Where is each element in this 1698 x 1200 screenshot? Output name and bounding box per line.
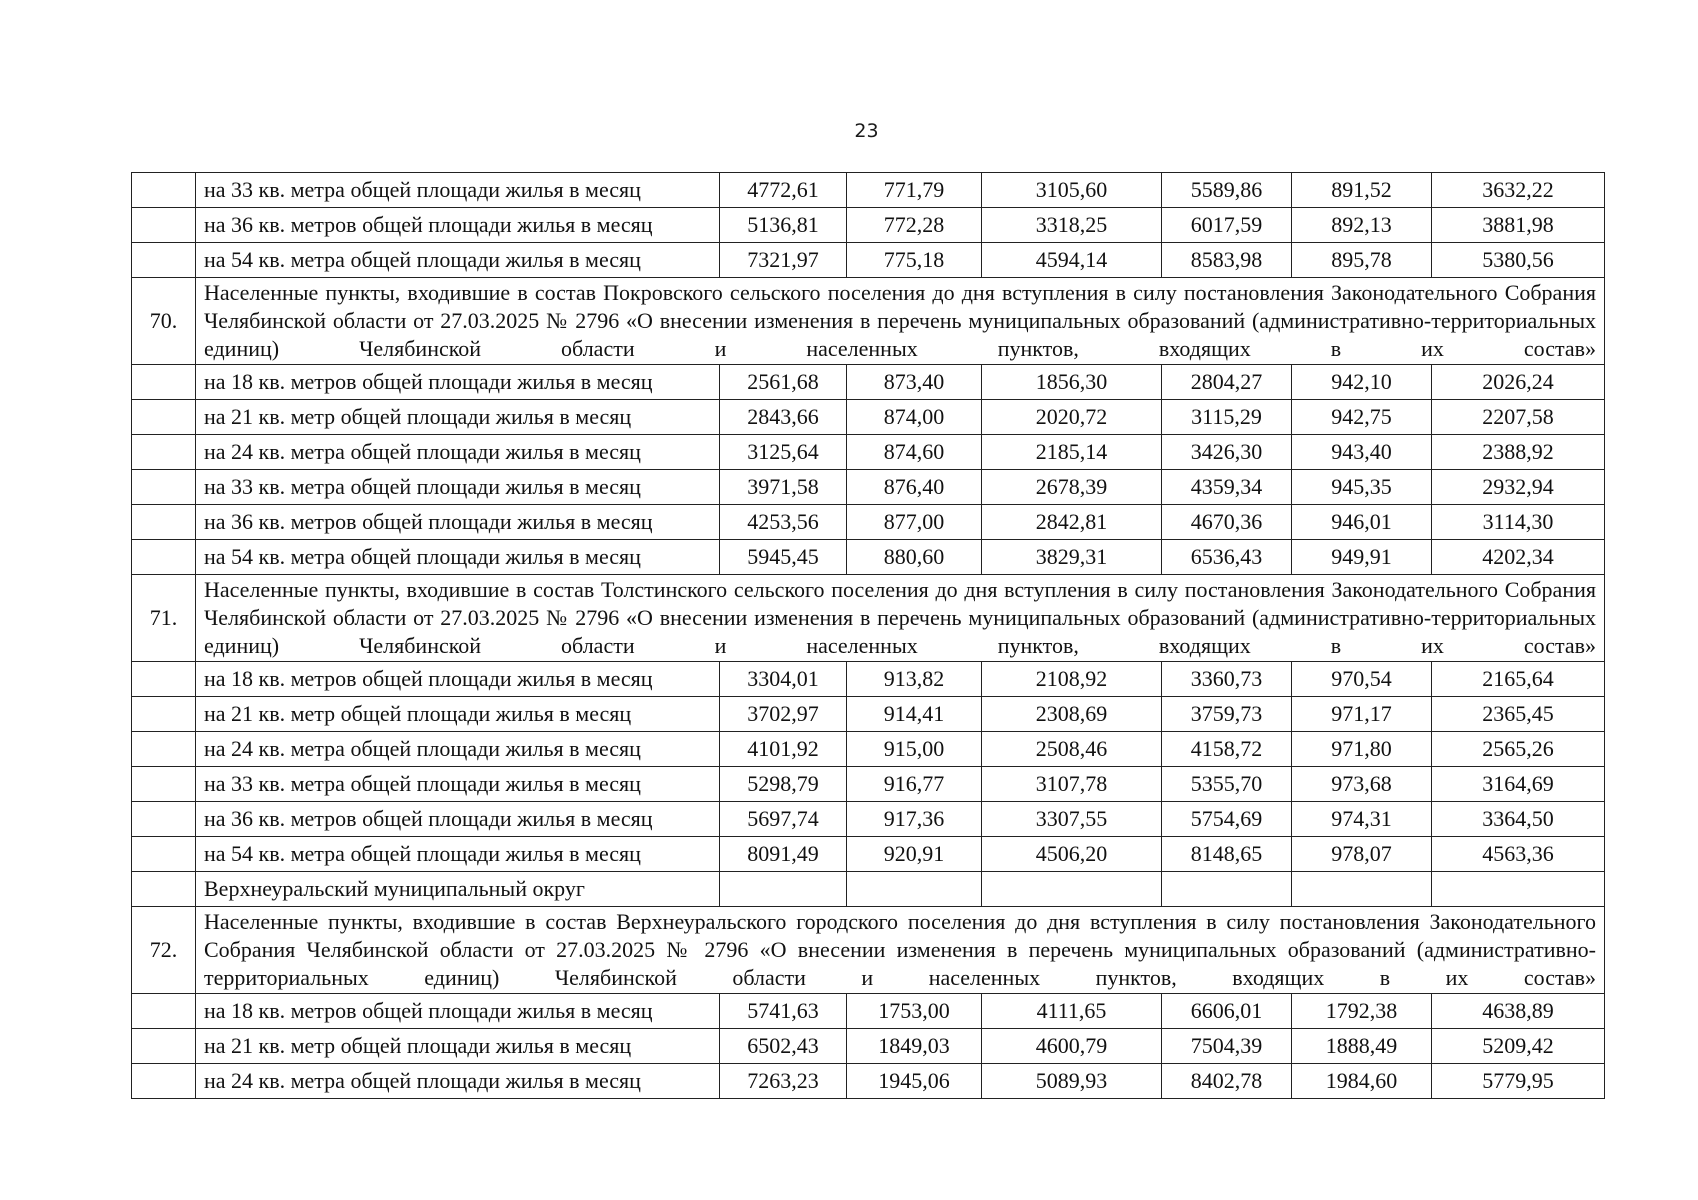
value-cell: 3881,98: [1432, 208, 1605, 243]
value-cell: 2678,39: [982, 470, 1162, 505]
section-title: Населенные пункты, входившие в состав Покровского сельского поселения до дня вступления в силу постановления Законодательного Собрания Челябинской области от 27.03.2025 № 2796 «О внесении изменения в перечень муниципальных образований (административно-территориальных единиц) Челябинской области и населенных пунктов, входящих в их состав»: [196, 278, 1605, 365]
row-label: на 36 кв. метров общей площади жилья в месяц: [196, 802, 720, 837]
value-cell: 3632,22: [1432, 173, 1605, 208]
table-row: [132, 365, 1605, 400]
value-cell: 4563,36: [1432, 837, 1605, 872]
value-cell: 1792,38: [1292, 994, 1432, 1029]
table-row: [132, 837, 1605, 872]
row-number-cell: [132, 994, 196, 1029]
value-cell: 5779,95: [1432, 1064, 1605, 1099]
table-row: [132, 802, 1605, 837]
value-cell: 2932,94: [1432, 470, 1605, 505]
value-cell: 3364,50: [1432, 802, 1605, 837]
table-row: [132, 435, 1605, 470]
row-label: на 24 кв. метра общей площади жилья в месяц: [196, 435, 720, 470]
value-cell: 874,60: [847, 435, 982, 470]
row-number-cell: [132, 540, 196, 575]
table-row: [132, 767, 1605, 802]
value-cell: 7504,39: [1162, 1029, 1292, 1064]
row-label: на 21 кв. метр общей площади жилья в месяц: [196, 1029, 720, 1064]
value-cell: 4670,36: [1162, 505, 1292, 540]
value-cell: 2207,58: [1432, 400, 1605, 435]
value-cell: 1753,00: [847, 994, 982, 1029]
row-label: Верхнеуральский муниципальный округ: [196, 872, 720, 907]
row-label: на 18 кв. метров общей площади жилья в месяц: [196, 365, 720, 400]
value-cell: 4506,20: [982, 837, 1162, 872]
value-cell: 4359,34: [1162, 470, 1292, 505]
value-cell: 2020,72: [982, 400, 1162, 435]
table-row: [132, 697, 1605, 732]
value-cell: 3702,97: [720, 697, 847, 732]
value-cell: 6536,43: [1162, 540, 1292, 575]
row-number-cell: [132, 365, 196, 400]
value-cell: [847, 872, 982, 907]
value-cell: 2185,14: [982, 435, 1162, 470]
section-header-row: [132, 575, 1605, 662]
section-title: Населенные пункты, входившие в состав Толстинского сельского поселения до дня вступления в силу постановления Законодательного Собрания Челябинской области от 27.03.2025 № 2796 «О внесении изменения в перечень муниципальных образований (административно-территориальных единиц) Челябинской области и населенных пунктов, входящих в их состав»: [196, 575, 1605, 662]
value-cell: 8402,78: [1162, 1064, 1292, 1099]
value-cell: 2842,81: [982, 505, 1162, 540]
value-cell: 2565,26: [1432, 732, 1605, 767]
value-cell: 4158,72: [1162, 732, 1292, 767]
row-number-cell: [132, 732, 196, 767]
table-row: [132, 400, 1605, 435]
value-cell: 3125,64: [720, 435, 847, 470]
value-cell: 5697,74: [720, 802, 847, 837]
value-cell: 7263,23: [720, 1064, 847, 1099]
value-cell: 970,54: [1292, 662, 1432, 697]
section-number: 72.: [132, 907, 196, 994]
value-cell: 6502,43: [720, 1029, 847, 1064]
value-cell: 3318,25: [982, 208, 1162, 243]
row-label: на 33 кв. метра общей площади жилья в месяц: [196, 173, 720, 208]
table-row: [132, 994, 1605, 1029]
value-cell: 8091,49: [720, 837, 847, 872]
row-number-cell: [132, 435, 196, 470]
value-cell: 971,80: [1292, 732, 1432, 767]
value-cell: 1849,03: [847, 1029, 982, 1064]
row-number-cell: [132, 872, 196, 907]
row-number-cell: [132, 662, 196, 697]
value-cell: 2108,92: [982, 662, 1162, 697]
value-cell: 873,40: [847, 365, 982, 400]
value-cell: 876,40: [847, 470, 982, 505]
row-number-cell: [132, 1064, 196, 1099]
value-cell: [1162, 872, 1292, 907]
value-cell: [1292, 872, 1432, 907]
value-cell: 5355,70: [1162, 767, 1292, 802]
value-cell: 3426,30: [1162, 435, 1292, 470]
value-cell: 3829,31: [982, 540, 1162, 575]
value-cell: 5136,81: [720, 208, 847, 243]
value-cell: 4600,79: [982, 1029, 1162, 1064]
table-row: [132, 505, 1605, 540]
value-cell: 895,78: [1292, 243, 1432, 278]
value-cell: 775,18: [847, 243, 982, 278]
value-cell: 4594,14: [982, 243, 1162, 278]
value-cell: 3360,73: [1162, 662, 1292, 697]
value-cell: 2308,69: [982, 697, 1162, 732]
value-cell: 3107,78: [982, 767, 1162, 802]
table-row: [132, 540, 1605, 575]
row-label: на 33 кв. метра общей площади жилья в месяц: [196, 767, 720, 802]
value-cell: 891,52: [1292, 173, 1432, 208]
value-cell: 3304,01: [720, 662, 847, 697]
value-cell: [982, 872, 1162, 907]
row-number-cell: [132, 173, 196, 208]
value-cell: 6017,59: [1162, 208, 1292, 243]
value-cell: 2165,64: [1432, 662, 1605, 697]
section-number: 70.: [132, 278, 196, 365]
value-cell: 4638,89: [1432, 994, 1605, 1029]
row-label: на 54 кв. метра общей площади жилья в месяц: [196, 243, 720, 278]
value-cell: 5945,45: [720, 540, 847, 575]
row-number-cell: [132, 400, 196, 435]
value-cell: 1945,06: [847, 1064, 982, 1099]
row-label: на 24 кв. метра общей площади жилья в месяц: [196, 1064, 720, 1099]
value-cell: 913,82: [847, 662, 982, 697]
row-number-cell: [132, 208, 196, 243]
value-cell: 2026,24: [1432, 365, 1605, 400]
table-row: [132, 208, 1605, 243]
value-cell: [1432, 872, 1605, 907]
row-number-cell: [132, 767, 196, 802]
value-cell: 3105,60: [982, 173, 1162, 208]
value-cell: 917,36: [847, 802, 982, 837]
row-label: на 36 кв. метров общей площади жилья в месяц: [196, 208, 720, 243]
table-row: [132, 872, 1605, 907]
row-label: на 21 кв. метр общей площади жилья в месяц: [196, 400, 720, 435]
section-header-row: [132, 907, 1605, 994]
section-title: Населенные пункты, входившие в состав Верхнеуральского городского поселения до дня вступления в силу постановления Законодательного Собрания Челябинской области от 27.03.2025 № 2796 «О внесении изменения в перечень муниципальных образований (административно-территориальных единиц) Челябинской области и населенных пунктов, входящих в их состав»: [196, 907, 1605, 994]
table-row: [132, 243, 1605, 278]
row-label: на 54 кв. метра общей площади жилья в месяц: [196, 837, 720, 872]
value-cell: 915,00: [847, 732, 982, 767]
row-label: на 18 кв. метров общей площади жилья в месяц: [196, 662, 720, 697]
value-cell: 772,28: [847, 208, 982, 243]
value-cell: 8148,65: [1162, 837, 1292, 872]
value-cell: 971,17: [1292, 697, 1432, 732]
row-number-cell: [132, 697, 196, 732]
row-label: на 24 кв. метра общей площади жилья в месяц: [196, 732, 720, 767]
value-cell: 4772,61: [720, 173, 847, 208]
value-cell: 3971,58: [720, 470, 847, 505]
value-cell: 946,01: [1292, 505, 1432, 540]
value-cell: 4253,56: [720, 505, 847, 540]
value-cell: 2843,66: [720, 400, 847, 435]
value-cell: 2561,68: [720, 365, 847, 400]
value-cell: 945,35: [1292, 470, 1432, 505]
value-cell: 5589,86: [1162, 173, 1292, 208]
value-cell: 877,00: [847, 505, 982, 540]
value-cell: 4101,92: [720, 732, 847, 767]
value-cell: 5380,56: [1432, 243, 1605, 278]
row-label: на 21 кв. метр общей площади жилья в месяц: [196, 697, 720, 732]
value-cell: 3759,73: [1162, 697, 1292, 732]
row-label: на 54 кв. метра общей площади жилья в месяц: [196, 540, 720, 575]
tariff-table: [131, 172, 1605, 1099]
value-cell: 1888,49: [1292, 1029, 1432, 1064]
value-cell: [720, 872, 847, 907]
value-cell: 916,77: [847, 767, 982, 802]
value-cell: 4202,34: [1432, 540, 1605, 575]
table-row: [132, 1029, 1605, 1064]
row-number-cell: [132, 470, 196, 505]
value-cell: 5298,79: [720, 767, 847, 802]
table-row: [132, 173, 1605, 208]
value-cell: 5209,42: [1432, 1029, 1605, 1064]
value-cell: 6606,01: [1162, 994, 1292, 1029]
value-cell: 1856,30: [982, 365, 1162, 400]
table-row: [132, 662, 1605, 697]
value-cell: 2388,92: [1432, 435, 1605, 470]
section-header-row: [132, 278, 1605, 365]
value-cell: 771,79: [847, 173, 982, 208]
value-cell: 892,13: [1292, 208, 1432, 243]
value-cell: 943,40: [1292, 435, 1432, 470]
table-row: [132, 1064, 1605, 1099]
value-cell: 973,68: [1292, 767, 1432, 802]
row-number-cell: [132, 243, 196, 278]
value-cell: 880,60: [847, 540, 982, 575]
value-cell: 942,10: [1292, 365, 1432, 400]
value-cell: 920,91: [847, 837, 982, 872]
value-cell: 2804,27: [1162, 365, 1292, 400]
value-cell: 2365,45: [1432, 697, 1605, 732]
value-cell: 978,07: [1292, 837, 1432, 872]
row-number-cell: [132, 837, 196, 872]
value-cell: 3307,55: [982, 802, 1162, 837]
row-number-cell: [132, 505, 196, 540]
section-number: 71.: [132, 575, 196, 662]
value-cell: 914,41: [847, 697, 982, 732]
value-cell: 4111,65: [982, 994, 1162, 1029]
value-cell: 2508,46: [982, 732, 1162, 767]
row-label: на 36 кв. метров общей площади жилья в месяц: [196, 505, 720, 540]
value-cell: 949,91: [1292, 540, 1432, 575]
page-number: 23: [854, 120, 879, 142]
value-cell: 5754,69: [1162, 802, 1292, 837]
value-cell: 3164,69: [1432, 767, 1605, 802]
table-row: [132, 732, 1605, 767]
value-cell: 942,75: [1292, 400, 1432, 435]
value-cell: 1984,60: [1292, 1064, 1432, 1099]
value-cell: 3115,29: [1162, 400, 1292, 435]
value-cell: 7321,97: [720, 243, 847, 278]
value-cell: 5089,93: [982, 1064, 1162, 1099]
row-number-cell: [132, 1029, 196, 1064]
value-cell: 874,00: [847, 400, 982, 435]
row-label: на 33 кв. метра общей площади жилья в месяц: [196, 470, 720, 505]
value-cell: 974,31: [1292, 802, 1432, 837]
row-number-cell: [132, 802, 196, 837]
value-cell: 3114,30: [1432, 505, 1605, 540]
value-cell: 8583,98: [1162, 243, 1292, 278]
table-row: [132, 470, 1605, 505]
table-body: [132, 173, 1605, 1099]
value-cell: 5741,63: [720, 994, 847, 1029]
row-label: на 18 кв. метров общей площади жилья в месяц: [196, 994, 720, 1029]
